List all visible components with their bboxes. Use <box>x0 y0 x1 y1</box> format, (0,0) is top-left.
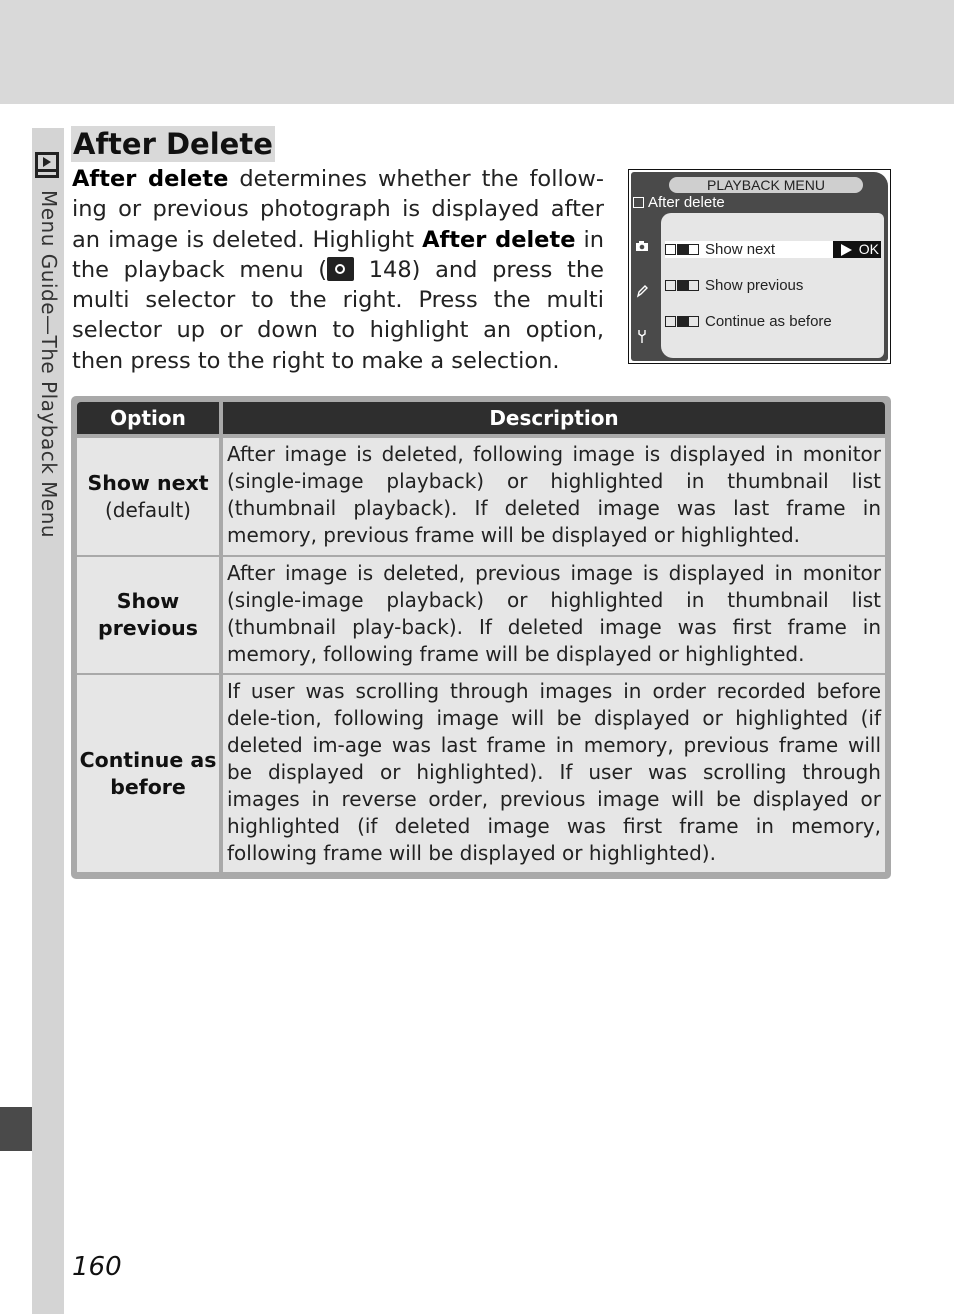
submenu-title-row <box>633 194 725 211</box>
column-header-description: Description <box>223 402 885 434</box>
show-previous-icon <box>665 280 699 292</box>
option-name: Show next <box>87 470 209 495</box>
camera-screen-illustration <box>628 169 891 364</box>
option-name: Show <box>116 589 180 613</box>
option-show-next[interactable] <box>665 241 881 258</box>
page-title: After Delete <box>73 127 273 161</box>
playback-tab-icon <box>633 197 644 208</box>
see-reference-icon <box>327 257 354 281</box>
section-label: Menu Guide—The Playback Menu <box>37 190 61 539</box>
intro-text: in the playback menu ( <box>72 226 604 283</box>
option-name: Continue as <box>79 747 217 772</box>
playback-icon <box>34 151 60 179</box>
table-row-description: If user was scrolling through images in order recorded before dele-tion, following image will be displayed or highlighted (if deleted im-age was last frame in memory, previous frame will be displayed or highlighted). If user was scrolling through images in reverse order, previous image will be displayed or highlighted (if deleted image was first frame in memory, following frame will be displayed or highlighted). <box>223 675 885 872</box>
option-label: Show previous <box>705 277 804 294</box>
table-row-option <box>77 438 219 555</box>
option-show-previous[interactable] <box>665 277 803 294</box>
option-label: Show next <box>705 241 776 258</box>
menu-title: PLAYBACK MENU <box>669 177 863 193</box>
option-continue-as-before[interactable] <box>665 313 832 330</box>
continue-icon <box>665 316 699 328</box>
pencil-icon[interactable] <box>635 284 649 298</box>
options-table <box>71 396 891 879</box>
camera-icon[interactable] <box>635 240 649 254</box>
option-name: before <box>110 774 186 799</box>
submenu-title: After delete <box>648 194 725 211</box>
chapter-tab-marker <box>0 1107 32 1151</box>
options-panel <box>661 213 884 358</box>
menu-tabs <box>631 220 657 350</box>
table-row-description: After image is deleted, previous image is displayed in monitor (single-image playback) or highlighted in thumbnail list (thumbnail play-back). If deleted image was first frame in memory, following frame will be displayed or highlighted. <box>223 557 885 673</box>
option-name: previous <box>98 616 198 640</box>
header-band <box>0 0 954 104</box>
column-header-option: Option <box>77 402 219 434</box>
wrench-icon[interactable] <box>635 328 649 342</box>
table-row-option <box>77 557 219 673</box>
option-default-note: (default) <box>105 497 191 522</box>
page-number: 160 <box>72 1252 122 1282</box>
table-row-description: After image is deleted, following image is displayed in monitor (single-image playback) or highlighted in thumbnail list (thumbnail playback). If deleted image was last frame in memory, previous frame will be displayed or highlighted. <box>223 438 885 555</box>
menu-frame <box>631 172 888 361</box>
setting-name: After delete <box>72 166 229 192</box>
intro-text: 148) and press the multi selector to the right. Press the multi selector up or down to highlight an option, then press to the right to make a selection. <box>72 256 604 374</box>
ok-indicator: OK <box>833 241 881 258</box>
table-row-option <box>77 675 219 872</box>
setting-name: After delete <box>422 226 576 253</box>
intro-text: determines whether the follow-ing or previous photograph is displayed after an image is deleted. Highlight <box>72 166 604 253</box>
intro-paragraph <box>72 164 604 376</box>
option-label: Continue as before <box>705 313 832 330</box>
show-next-icon <box>665 244 699 256</box>
